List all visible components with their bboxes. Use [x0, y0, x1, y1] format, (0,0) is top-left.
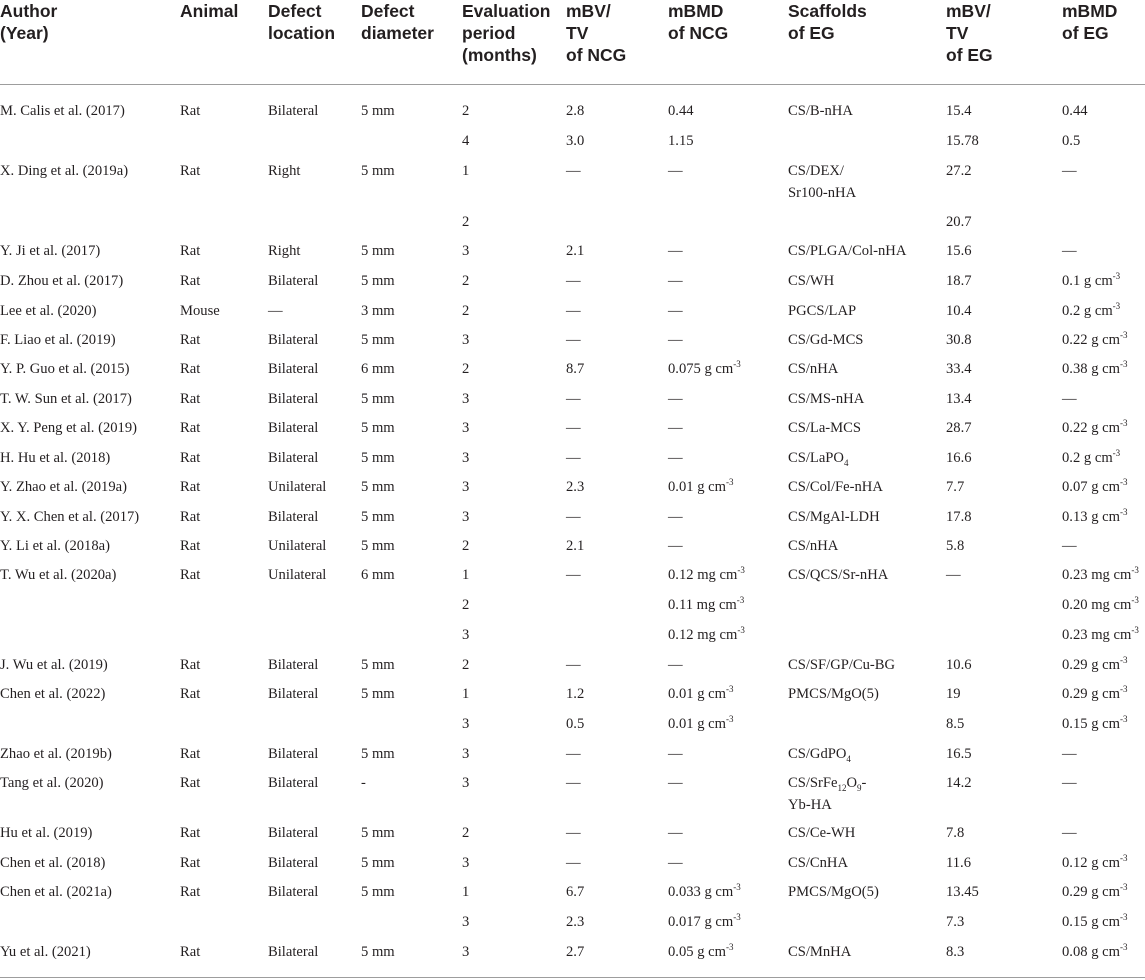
cell-animal: Rat	[180, 567, 201, 583]
cell-defect-diameter: 5 mm	[361, 746, 395, 762]
cell-mbmd-eg: —	[1062, 746, 1077, 762]
cell-defect-location: Bilateral	[268, 825, 319, 841]
cell-evaluation-period: 3	[462, 775, 470, 791]
cell-defect-location: Unilateral	[268, 567, 327, 583]
cell-mbv-tv-ncg: —	[566, 303, 581, 319]
cell-evaluation-period: 2	[462, 597, 470, 613]
cell-mbmd-ncg: 0.075 g $cm^{-3}$	[668, 359, 741, 377]
cell-animal: Rat	[180, 450, 201, 466]
cell-defect-diameter: 5 mm	[361, 538, 395, 554]
cell-animal: Rat	[180, 273, 201, 289]
header-mbmd-eg: of EG	[1062, 23, 1109, 43]
cell-animal: Rat	[180, 361, 201, 377]
cell-scaffolds-eg: CS/Col/Fe-nHA	[788, 479, 883, 495]
cell-mbv-tv-eg: 5.8	[946, 538, 965, 554]
cell-mbv-tv-ncg: 2.7	[566, 944, 585, 960]
cell-mbmd-ncg: —	[668, 538, 683, 554]
cell-mbv-tv-ncg: 8.7	[566, 361, 585, 377]
cell-evaluation-period: 3	[462, 479, 470, 495]
cell-defect-diameter: 5 mm	[361, 103, 395, 119]
cell-author: Zhao et al. (2019b)	[0, 746, 112, 762]
cell-defect-diameter: 5 mm	[361, 884, 395, 900]
cell-mbv-tv-ncg: —	[566, 273, 581, 289]
cell-mbv-tv-ncg: —	[566, 775, 581, 791]
cell-defect-location: Bilateral	[268, 686, 319, 702]
cell-scaffolds-eg: CS/Gd-MCS	[788, 332, 864, 348]
cell-defect-diameter: 5 mm	[361, 163, 395, 179]
cell-scaffolds-eg: CS/nHA	[788, 361, 839, 377]
header-mbv-tv-eg: mBV/	[946, 1, 991, 21]
cell-mbmd-ncg: —	[668, 825, 683, 841]
cell-defect-diameter: 3 mm	[361, 303, 395, 319]
cell-mbmd-eg: 0.2 g $cm^{-3}$	[1062, 448, 1121, 466]
cell-author: Tang et al. (2020)	[0, 775, 104, 791]
cell-author: T. W. Sun et al. (2017)	[0, 391, 132, 407]
header-defect-diameter: diameter	[361, 23, 434, 43]
cell-scaffolds-eg: CS/WH	[788, 273, 835, 289]
header-animal: Animal	[180, 1, 239, 21]
cell-author: Chen et al. (2022)	[0, 686, 106, 702]
cell-author: X. Y. Peng et al. (2019)	[0, 420, 138, 436]
cell-mbmd-eg: 0.13 g $cm^{-3}$	[1062, 507, 1128, 525]
cell-scaffolds-eg: CS/DEX/	[788, 163, 844, 179]
cell-author: Y. Ji et al. (2017)	[0, 243, 101, 259]
cell-mbmd-ncg: 0.12 mg $cm^{-3}$	[668, 565, 745, 583]
cell-mbv-tv-eg: 10.4	[946, 303, 972, 319]
cell-evaluation-period: 3	[462, 450, 470, 466]
cell-author: H. Hu et al. (2018)	[0, 450, 111, 466]
cell-animal: Rat	[180, 884, 201, 900]
cell-defect-diameter: 5 mm	[361, 420, 395, 436]
cell-mbmd-ncg: 0.12 mg $cm^{-3}$	[668, 625, 745, 643]
cell-mbv-tv-eg: 7.8	[946, 825, 965, 841]
cell-evaluation-period: 2	[462, 214, 470, 230]
header-mbv-tv-eg: of EG	[946, 45, 993, 65]
cell-author: Yu et al. (2021)	[0, 944, 91, 960]
cell-animal: Rat	[180, 825, 201, 841]
header-mbmd-ncg: of NCG	[668, 23, 729, 43]
header-scaffolds-eg: of EG	[788, 23, 835, 43]
cell-evaluation-period: 2	[462, 273, 470, 289]
cell-mbmd-eg: 0.20 mg $cm^{-3}$	[1062, 595, 1139, 613]
cell-defect-diameter: 5 mm	[361, 450, 395, 466]
cell-animal: Rat	[180, 420, 201, 436]
cell-defect-location: Bilateral	[268, 775, 319, 791]
cell-scaffolds-eg: CS/SF/GP/Cu-BG	[788, 657, 896, 673]
cell-mbmd-ncg: —	[668, 746, 683, 762]
cell-evaluation-period: 1	[462, 686, 470, 702]
cell-mbv-tv-ncg: 1.2	[566, 686, 585, 702]
cell-mbmd-eg: 0.29 g $cm^{-3}$	[1062, 655, 1128, 673]
cell-evaluation-period: 3	[462, 944, 470, 960]
cell-defect-location: Bilateral	[268, 509, 319, 525]
cell-mbmd-ncg: 0.44	[668, 103, 694, 119]
cell-animal: Rat	[180, 775, 201, 791]
cell-evaluation-period: 3	[462, 914, 470, 930]
cell-mbmd-eg: —	[1062, 391, 1077, 407]
cell-mbv-tv-eg: 30.8	[946, 332, 972, 348]
cell-mbmd-eg: 0.29 g $cm^{-3}$	[1062, 882, 1128, 900]
cell-mbv-tv-ncg: 2.3	[566, 914, 585, 930]
cell-author: Y. Li et al. (2018a)	[0, 538, 110, 554]
cell-mbv-tv-eg: 10.6	[946, 657, 972, 673]
cell-defect-diameter: 5 mm	[361, 509, 395, 525]
header-mbv-tv-ncg: of NCG	[566, 45, 627, 65]
cell-mbmd-ncg: 0.05 g $cm^{-3}$	[668, 942, 734, 960]
cell-mbv-tv-eg: 11.6	[946, 855, 971, 871]
cell-mbmd-ncg: —	[668, 163, 683, 179]
cell-animal: Rat	[180, 163, 201, 179]
cell-evaluation-period: 3	[462, 716, 470, 732]
cell-evaluation-period: 3	[462, 420, 470, 436]
cell-mbv-tv-eg: 18.7	[946, 273, 972, 289]
cell-defect-diameter: 5 mm	[361, 825, 395, 841]
cell-evaluation-period: 3	[462, 243, 470, 259]
cell-author: Y. P. Guo et al. (2015)	[0, 361, 130, 377]
cell-defect-diameter: 5 mm	[361, 855, 395, 871]
cell-mbmd-eg: 0.22 g $cm^{-3}$	[1062, 330, 1128, 348]
cell-scaffolds-eg: CS/GdPO$_4$	[788, 746, 851, 764]
cell-author: T. Wu et al. (2020a)	[0, 567, 117, 583]
cell-evaluation-period: 2	[462, 361, 470, 377]
cell-mbmd-eg: 0.29 g $cm^{-3}$	[1062, 684, 1128, 702]
header-defect-location: location	[268, 23, 336, 43]
cell-mbmd-ncg: 0.11 mg $cm^{-3}$	[668, 595, 745, 613]
cell-animal: Rat	[180, 243, 201, 259]
cell-mbv-tv-ncg: 6.7	[566, 884, 585, 900]
cell-defect-location: Bilateral	[268, 884, 319, 900]
cell-defect-location: Bilateral	[268, 657, 319, 673]
cell-mbv-tv-eg: 14.2	[946, 775, 972, 791]
cell-defect-diameter: 5 mm	[361, 391, 395, 407]
cell-mbv-tv-ncg: 0.5	[566, 716, 585, 732]
header-rule	[0, 84, 1145, 85]
cell-mbv-tv-eg: 17.8	[946, 509, 972, 525]
cell-animal: Rat	[180, 538, 201, 554]
cell-mbmd-eg: —	[1062, 825, 1077, 841]
cell-defect-location: Bilateral	[268, 855, 319, 871]
cell-defect-location: Right	[268, 163, 301, 179]
cell-defect-location: Right	[268, 243, 301, 259]
cell-scaffolds-eg: PMCS/MgO(5)	[788, 686, 879, 702]
cell-mbv-tv-eg: 15.4	[946, 103, 972, 119]
cell-scaffolds-eg: PGCS/LAP	[788, 303, 857, 319]
cell-mbv-tv-ncg: 2.8	[566, 103, 585, 119]
cell-evaluation-period: 2	[462, 825, 470, 841]
cell-mbv-tv-ncg: —	[566, 391, 581, 407]
header-mbv-tv-eg: TV	[946, 23, 969, 43]
cell-mbv-tv-ncg: —	[566, 657, 581, 673]
cell-scaffolds-eg: Yb-HA	[788, 797, 832, 813]
header-scaffolds-eg: Scaffolds	[788, 1, 867, 21]
cell-mbmd-eg: 0.44	[1062, 103, 1088, 119]
cell-author: D. Zhou et al. (2017)	[0, 273, 124, 289]
cell-mbmd-eg: 0.1 g $cm^{-3}$	[1062, 271, 1121, 289]
cell-mbmd-ncg: —	[668, 391, 683, 407]
cell-author: Lee et al. (2020)	[0, 303, 97, 319]
cell-mbmd-ncg: 0.017 g $cm^{-3}$	[668, 912, 741, 930]
cell-defect-diameter: 5 mm	[361, 686, 395, 702]
cell-evaluation-period: 3	[462, 746, 470, 762]
cell-animal: Mouse	[180, 303, 220, 319]
cell-scaffolds-eg: CS/B-nHA	[788, 103, 853, 119]
cell-author: X. Ding et al. (2019a)	[0, 163, 129, 179]
cell-mbmd-eg: —	[1062, 775, 1077, 791]
header-mbv-tv-ncg: mBV/	[566, 1, 611, 21]
header-defect-diameter: Defect	[361, 1, 415, 21]
cell-mbv-tv-eg: 20.7	[946, 214, 972, 230]
cell-evaluation-period: 1	[462, 884, 470, 900]
header-author: (Year)	[0, 23, 49, 43]
cell-mbv-tv-eg: —	[946, 567, 961, 583]
cell-author: F. Liao et al. (2019)	[0, 332, 116, 348]
cell-animal: Rat	[180, 944, 201, 960]
cell-mbmd-ncg: —	[668, 243, 683, 259]
cell-scaffolds-eg: CS/MS-nHA	[788, 391, 865, 407]
cell-defect-location: Bilateral	[268, 273, 319, 289]
cell-mbmd-ncg: —	[668, 303, 683, 319]
cell-evaluation-period: 1	[462, 567, 470, 583]
cell-evaluation-period: 3	[462, 391, 470, 407]
cell-defect-location: Bilateral	[268, 420, 319, 436]
header-mbmd-ncg: mBMD	[668, 1, 724, 21]
cell-mbmd-eg: —	[1062, 538, 1077, 554]
cell-defect-location: Unilateral	[268, 479, 327, 495]
cell-mbmd-ncg: —	[668, 332, 683, 348]
cell-mbmd-eg: 0.2 g $cm^{-3}$	[1062, 301, 1121, 319]
cell-mbv-tv-eg: 33.4	[946, 361, 972, 377]
cell-mbmd-ncg: —	[668, 273, 683, 289]
cell-mbmd-ncg: 0.033 g $cm^{-3}$	[668, 882, 741, 900]
cell-defect-location: Bilateral	[268, 103, 319, 119]
cell-scaffolds-eg: CS/LaPO$_4$	[788, 450, 849, 468]
cell-defect-diameter: 6 mm	[361, 361, 395, 377]
cell-mbv-tv-ncg: 2.1	[566, 538, 585, 554]
cell-mbmd-eg: 0.5	[1062, 133, 1081, 149]
cell-mbv-tv-eg: 8.5	[946, 716, 965, 732]
cell-mbv-tv-eg: 13.45	[946, 884, 979, 900]
cell-defect-location: Bilateral	[268, 361, 319, 377]
cell-mbmd-ncg: 1.15	[668, 133, 694, 149]
cell-mbmd-eg: —	[1062, 163, 1077, 179]
cell-evaluation-period: 3	[462, 332, 470, 348]
cell-mbv-tv-ncg: —	[566, 163, 581, 179]
cell-mbmd-eg: 0.22 g $cm^{-3}$	[1062, 418, 1128, 436]
cell-animal: Rat	[180, 686, 201, 702]
cell-author: Y. X. Chen et al. (2017)	[0, 509, 140, 525]
cell-author: Hu et al. (2019)	[0, 825, 93, 841]
cell-mbmd-ncg: —	[668, 509, 683, 525]
header-evaluation-period: period	[462, 23, 516, 43]
cell-evaluation-period: 2	[462, 538, 470, 554]
cell-evaluation-period: 2	[462, 657, 470, 673]
cell-mbmd-eg: 0.23 mg $cm^{-3}$	[1062, 565, 1139, 583]
cell-scaffolds-eg: CS/MnHA	[788, 944, 852, 960]
cell-mbv-tv-eg: 27.2	[946, 163, 972, 179]
cell-evaluation-period: 3	[462, 855, 470, 871]
cell-animal: Rat	[180, 391, 201, 407]
cell-scaffolds-eg: CS/QCS/Sr-nHA	[788, 567, 889, 583]
cell-mbmd-ncg: 0.01 g $cm^{-3}$	[668, 477, 734, 495]
header-defect-location: Defect	[268, 1, 322, 21]
cell-mbv-tv-ncg: —	[566, 509, 581, 525]
cell-mbv-tv-ncg: —	[566, 825, 581, 841]
cell-mbmd-ncg: 0.01 g $cm^{-3}$	[668, 714, 734, 732]
cell-defect-diameter: -	[361, 775, 366, 791]
cell-animal: Rat	[180, 332, 201, 348]
cell-defect-diameter: 5 mm	[361, 479, 395, 495]
header-author: Author	[0, 1, 58, 21]
cell-evaluation-period: 3	[462, 509, 470, 525]
cell-defect-diameter: 5 mm	[361, 243, 395, 259]
cell-evaluation-period: 2	[462, 103, 470, 119]
cell-scaffolds-eg: CS/PLGA/Col-nHA	[788, 243, 907, 259]
cell-mbv-tv-ncg: 2.1	[566, 243, 585, 259]
cell-animal: Rat	[180, 479, 201, 495]
cell-mbv-tv-ncg: —	[566, 450, 581, 466]
header-mbv-tv-ncg: TV	[566, 23, 589, 43]
cell-mbmd-eg: —	[1062, 243, 1077, 259]
cell-mbv-tv-ncg: —	[566, 855, 581, 871]
cell-mbmd-ncg: 0.01 g $cm^{-3}$	[668, 684, 734, 702]
cell-mbmd-eg: 0.08 g $cm^{-3}$	[1062, 942, 1128, 960]
cell-mbv-tv-eg: 16.5	[946, 746, 972, 762]
cell-animal: Rat	[180, 509, 201, 525]
cell-author: J. Wu et al. (2019)	[0, 657, 108, 673]
cell-mbv-tv-eg: 15.78	[946, 133, 979, 149]
cell-mbv-tv-ncg: —	[566, 746, 581, 762]
cell-mbmd-ncg: —	[668, 420, 683, 436]
cell-author: Chen et al. (2021a)	[0, 884, 112, 900]
cell-author: Y. Zhao et al. (2019a)	[0, 479, 127, 495]
cell-mbv-tv-eg: 13.4	[946, 391, 972, 407]
cell-evaluation-period: 1	[462, 163, 470, 179]
cell-defect-location: Unilateral	[268, 538, 327, 554]
cell-mbv-tv-eg: 8.3	[946, 944, 965, 960]
cell-defect-diameter: 5 mm	[361, 273, 395, 289]
cell-mbmd-eg: 0.12 g $cm^{-3}$	[1062, 853, 1128, 871]
cell-mbmd-eg: 0.38 g $cm^{-3}$	[1062, 359, 1128, 377]
cell-defect-diameter: 5 mm	[361, 332, 395, 348]
cell-scaffolds-eg: PMCS/MgO(5)	[788, 884, 879, 900]
cell-mbv-tv-eg: 15.6	[946, 243, 972, 259]
cell-mbmd-eg: 0.23 mg $cm^{-3}$	[1062, 625, 1139, 643]
cell-defect-location: Bilateral	[268, 391, 319, 407]
cell-evaluation-period: 2	[462, 303, 470, 319]
cell-scaffolds-eg: CS/nHA	[788, 538, 839, 554]
cell-mbmd-ncg: —	[668, 775, 683, 791]
cell-defect-diameter: 5 mm	[361, 657, 395, 673]
cell-defect-location: Bilateral	[268, 450, 319, 466]
cell-mbmd-eg: 0.15 g $cm^{-3}$	[1062, 912, 1128, 930]
cell-animal: Rat	[180, 657, 201, 673]
cell-defect-location: Bilateral	[268, 944, 319, 960]
cell-mbv-tv-ncg: —	[566, 420, 581, 436]
cell-mbv-tv-eg: 16.6	[946, 450, 972, 466]
cell-animal: Rat	[180, 855, 201, 871]
cell-mbmd-ncg: —	[668, 450, 683, 466]
cell-scaffolds-eg: CS/Ce-WH	[788, 825, 856, 841]
header-evaluation-period: (months)	[462, 45, 537, 65]
cell-animal: Rat	[180, 103, 201, 119]
bottom-rule	[0, 977, 1145, 978]
cell-mbv-tv-eg: 28.7	[946, 420, 972, 436]
cell-defect-location: Bilateral	[268, 332, 319, 348]
cell-mbv-tv-ncg: 3.0	[566, 133, 585, 149]
cell-scaffolds-eg: CS/MgAl-LDH	[788, 509, 880, 525]
cell-scaffolds-eg: CS/La-MCS	[788, 420, 861, 436]
cell-author: Chen et al. (2018)	[0, 855, 106, 871]
cell-mbv-tv-ncg: 2.3	[566, 479, 585, 495]
cell-mbmd-ncg: —	[668, 855, 683, 871]
cell-defect-location: —	[268, 303, 283, 319]
cell-mbv-tv-eg: 7.7	[946, 479, 965, 495]
cell-scaffolds-eg: Sr100-nHA	[788, 185, 857, 201]
header-evaluation-period: Evaluation	[462, 1, 551, 21]
cell-defect-diameter: 5 mm	[361, 944, 395, 960]
cell-mbmd-eg: 0.07 g $cm^{-3}$	[1062, 477, 1128, 495]
cell-evaluation-period: 4	[462, 133, 470, 149]
cell-scaffolds-eg: $CS/SrFe_{12}O_9-$	[788, 775, 867, 793]
cell-mbmd-eg: 0.15 g $cm^{-3}$	[1062, 714, 1128, 732]
cell-mbv-tv-ncg: —	[566, 332, 581, 348]
cell-defect-diameter: 6 mm	[361, 567, 395, 583]
cell-mbv-tv-ncg: —	[566, 567, 581, 583]
cell-defect-location: Bilateral	[268, 746, 319, 762]
cell-animal: Rat	[180, 746, 201, 762]
cell-scaffolds-eg: CS/CnHA	[788, 855, 849, 871]
cell-mbv-tv-eg: 7.3	[946, 914, 965, 930]
cell-evaluation-period: 3	[462, 627, 470, 643]
cell-mbv-tv-eg: 19	[946, 686, 961, 702]
cell-mbmd-ncg: —	[668, 657, 683, 673]
cell-author: M. Calis et al. (2017)	[0, 103, 125, 119]
header-mbmd-eg: mBMD	[1062, 1, 1118, 21]
